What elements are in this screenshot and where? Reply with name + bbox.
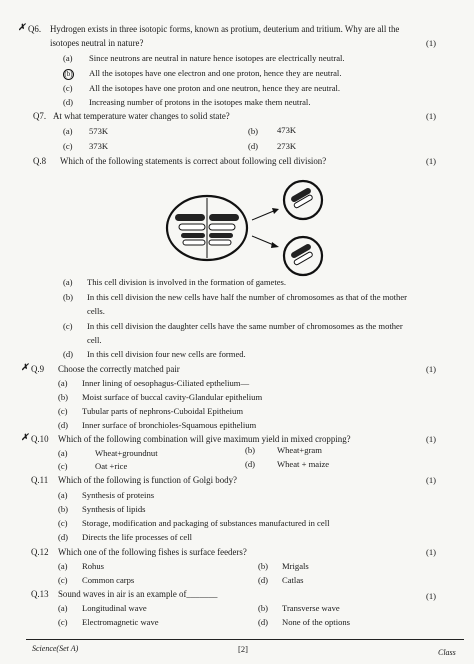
question-marks: (1) (425, 434, 436, 444)
cell-division-figure (0, 176, 474, 286)
option-label: (a) (58, 603, 68, 613)
footer-rule (26, 639, 464, 640)
option-text: Mrigals (282, 561, 309, 571)
option-label: (c) (58, 518, 68, 528)
option-label: (c) (58, 406, 68, 416)
option-text: Rohus (82, 561, 104, 571)
option-text: Synthesis of lipids (82, 504, 146, 514)
question-text: Sound waves in air is an example of_______ (58, 589, 218, 599)
footer-left: Science(Set A) (32, 644, 79, 653)
option-text: Moist surface of buccal cavity-Glandular epithelium (82, 392, 263, 402)
question-marks: (1) (425, 591, 436, 601)
option-text: Directs the life processes of cell (82, 532, 193, 542)
question-text: Which of the following statements is correct about following cell division? (60, 156, 327, 166)
question-marks: (1) (425, 547, 436, 557)
question-number: Q6. (28, 24, 42, 34)
question-text: Which of the following combination will give maximum yield in mixed cropping? (58, 434, 351, 444)
option-text: Inner lining of oesophagus-Ciliated epthelium— (82, 378, 250, 388)
option-label: (a) (58, 490, 68, 500)
option-text: Wheat+groundnut (95, 448, 158, 458)
option-text: Common carps (82, 575, 135, 585)
question-text: Which of the following is function of Golgi body? (58, 475, 237, 485)
option-label: (c) (58, 461, 68, 471)
question-marks: (1) (425, 364, 436, 374)
option-text: Increasing number of protons in the isotopes make them neutral. (89, 97, 311, 107)
option-label: (d) (63, 349, 74, 359)
question-text: Which one of the following fishes is surface feeders? (58, 547, 247, 557)
question-number: Q.12 (31, 547, 49, 557)
option-text: None of the options (282, 617, 351, 627)
option-text-cont: cell. (87, 335, 102, 345)
handwritten-mark: ✗ (21, 433, 29, 443)
option-text: Catlas (282, 575, 304, 585)
option-label: (b) (245, 445, 256, 455)
question-number: Q7. (33, 111, 47, 121)
option-label-circled: (b) (64, 70, 73, 78)
question-number: Q.11 (31, 475, 49, 485)
option-label: (a) (63, 126, 73, 136)
daughter-cell-bottom (284, 237, 322, 275)
option-text: Wheat + maize (277, 459, 330, 469)
question-text: Hydrogen exists in three isotopic forms, known as protium, deuterium and tritium. Why are all the (50, 24, 400, 34)
option-text: Electromagnetic wave (82, 617, 159, 627)
option-label: (a) (63, 53, 73, 63)
option-text-cont: cells. (87, 306, 105, 316)
footer-page-number: [2] (238, 644, 248, 654)
option-text: Wheat+gram (277, 445, 322, 455)
option-label: (c) (58, 617, 68, 627)
option-label: (b) (258, 561, 269, 571)
option-label: (d) (58, 420, 69, 430)
option-text: This cell division is involved in the formation of gametes. (87, 277, 287, 287)
option-text: 373K (89, 141, 109, 151)
option-label: (c) (63, 141, 73, 151)
option-label: (a) (58, 378, 68, 388)
arrow-icon (252, 208, 279, 220)
parent-cell (167, 196, 247, 260)
option-label: (b) (58, 504, 69, 514)
option-label: (d) (245, 459, 256, 469)
option-text: Oat +rice (95, 461, 128, 471)
option-label: (d) (58, 532, 69, 542)
arrow-icon (252, 236, 279, 248)
option-text: Storage, modification and packaging of substances manufactured in cell (82, 518, 330, 528)
daughter-cell-top (284, 181, 322, 219)
option-text: Since neutrons are neutral in nature hence isotopes are electrically neutral. (89, 53, 345, 63)
option-label: (a) (63, 277, 73, 287)
option-label: (c) (63, 321, 73, 331)
option-text: All the isotopes have one proton and one neutron, hence they are neutral. (89, 83, 341, 93)
question-text-cont: isotopes neutral in nature? (50, 38, 144, 48)
question-text: At what temperature water changes to solid state? (53, 111, 230, 121)
option-text: All the isotopes have one electron and one proton, hence they are neutral. (89, 68, 342, 78)
option-label: (c) (58, 575, 68, 585)
option-label: (b) (258, 603, 269, 613)
option-text: Synthesis of proteins (82, 490, 155, 500)
option-text: Longitudinal wave (82, 603, 147, 613)
option-label: (d) (63, 97, 74, 107)
option-text: In this cell division four new cells are formed. (87, 349, 246, 359)
option-label: (d) (248, 141, 259, 151)
option-label: (b) (58, 392, 69, 402)
question-marks: (1) (425, 156, 436, 166)
option-text: 573K (89, 126, 109, 136)
option-text: Inner surface of bronchioles-Squamous epithelium (82, 420, 257, 430)
handwritten-mark: ✗ (18, 23, 26, 33)
option-text: In this cell division the daughter cells have the same number of chromosomes as the mother (87, 321, 403, 331)
option-label: (d) (258, 575, 269, 585)
option-text: Transverse wave (282, 603, 340, 613)
question-marks: (1) (425, 475, 436, 485)
option-label: (c) (63, 83, 73, 93)
option-label: (a) (58, 448, 68, 458)
question-number: Q.10 (31, 434, 49, 444)
handwritten-mark: ✗ (21, 363, 29, 373)
option-label: (a) (58, 561, 68, 571)
option-label: (b) (248, 126, 259, 136)
question-marks: (1) (425, 111, 436, 121)
option-label: (b) (63, 292, 74, 302)
question-text: Choose the correctly matched pair (58, 364, 180, 374)
option-label: (d) (258, 617, 269, 627)
option-text: 273K (277, 141, 297, 151)
question-number: Q.8 (33, 156, 47, 166)
question-number: Q.13 (31, 589, 49, 599)
question-number: Q.9 (31, 364, 45, 374)
option-text: 473K (277, 125, 297, 135)
footer-right: Class (438, 648, 456, 657)
option-text: Tubular parts of nephrons-Cuboidal Epitheium (82, 406, 244, 416)
option-text: In this cell division the new cells have half the number of chromosomes as that of the mother (87, 292, 408, 302)
question-marks: (1) (425, 38, 436, 48)
